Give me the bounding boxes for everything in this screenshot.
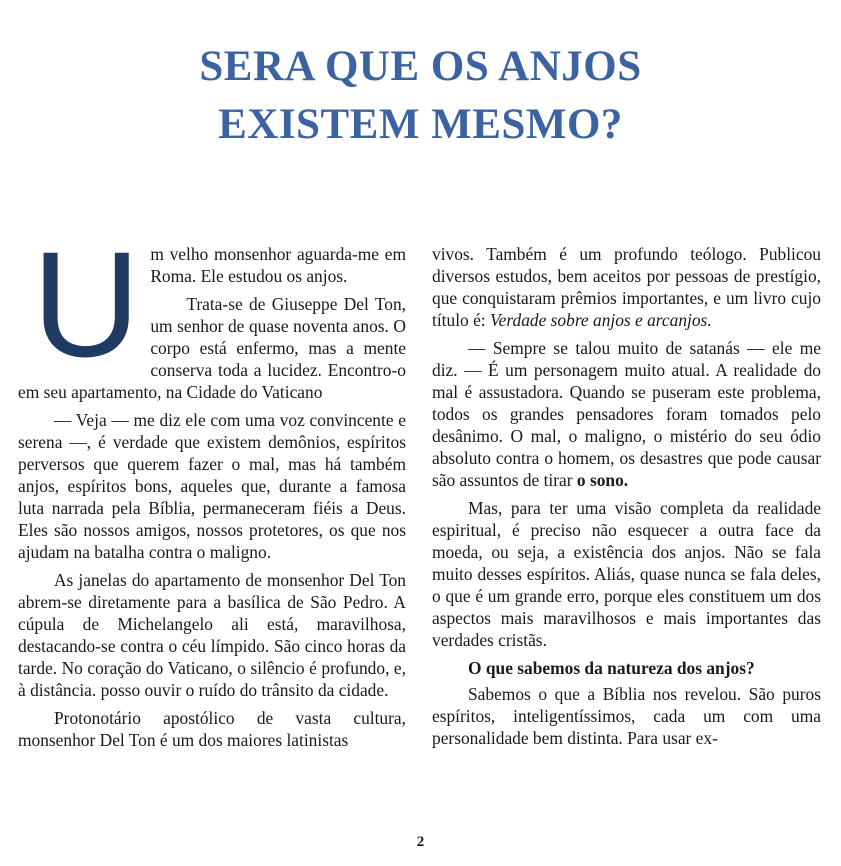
paragraph-theologian-text: vivos. Também é um profundo teólogo. Publicou diversos estudos, bem aceitos por pessoas de prestígio, que conquistaram prêmios importantes, e um livro cujo título é: [432, 244, 821, 330]
left-column [18, 220, 406, 757]
paragraph-giuseppe: Trata-se de Giuseppe Del Ton, um senhor de quase noventa anos. O corpo está enfermo, mas a mente conserva toda a lucidez. Encontro-o em seu apartamento, na Cidade do Vaticano [18, 294, 406, 402]
right-column [432, 243, 821, 755]
paragraph-quote-demons: — Veja — me diz ele com uma voz convincente e serena —, é verdade que existem demônios, espíritos perversos que querem fazer o mal, mas há também anjos, espíritos bons, aqueles que, durante a famosa luta narrada pela Bíblia, permaneceram fiéis a Deus. Eles são nossos amigos, nossos protetores, os que nos ajudam na batalha contra o maligno. [18, 410, 406, 562]
paragraph-satan-text: — Sempre se talou muito de satanás — ele me diz. — É um personagem muito atual. A realidade do mal é assustadora. Quando se puseram este problema, todos os grandes pensadores foram tomados pelo desânimo. O mal, o maligno, o mistério do seu ódio absoluto contra o homem, os desastres que pode causar são assuntos de tirar [432, 338, 821, 490]
paragraph-protonotary: Protonotário apostólico de vasta cultura, monsenhor Del Ton é um dos maiores latinistas [18, 708, 406, 750]
paragraph-bible: Sabemos o que a Bíblia nos revelou. São puros espíritos, inteligentíssimos, cada um com uma personalidade bem distinta. Para usar ex- [432, 684, 821, 748]
paragraph-theologian [432, 243, 821, 331]
drop-cap: U [32, 220, 141, 388]
book-title: Verdade sobre anjos e arcanjos. [489, 310, 712, 330]
title-line-1: SERA QUE OS ANJOS [199, 43, 642, 90]
paragraph-spiritual-reality: Mas, para ter uma visão completa da realidade espiritual, é preciso não esquecer a outra face da moeda, ou seja, a existência dos anjos. Não se fala muito desses espíritos. Aliás, quase nunca se fala deles, o que é um grande erro, porque eles constituem um dos aspectos mais maravilhosos e mais importantes das verdades cristãs. [432, 498, 821, 650]
paragraph-satan [432, 337, 821, 491]
paragraph-intro: m velho monsenhor aguarda-me em Roma. Ele estudou os anjos. [150, 244, 406, 286]
page-title [0, 38, 841, 154]
title-line-2: EXISTEM MESMO? [218, 101, 623, 148]
paragraph-windows: As janelas do apartamento de monsenhor Del Ton abrem-se diretamente para a basílica de São Pedro. A cúpula de Michelangelo ali está, maravilhosa, destacando-se contra o céu límpido. São cinco horas da tarde. No coração do Vaticano, o silêncio é profundo, e, à distância. posso ouvir o ruído do trânsito da cidade. [18, 570, 406, 700]
section-heading: O que sabemos da natureza dos anjos? [468, 658, 755, 678]
page-number: 2 [416, 834, 425, 850]
bold-phrase: o sono. [576, 470, 629, 490]
